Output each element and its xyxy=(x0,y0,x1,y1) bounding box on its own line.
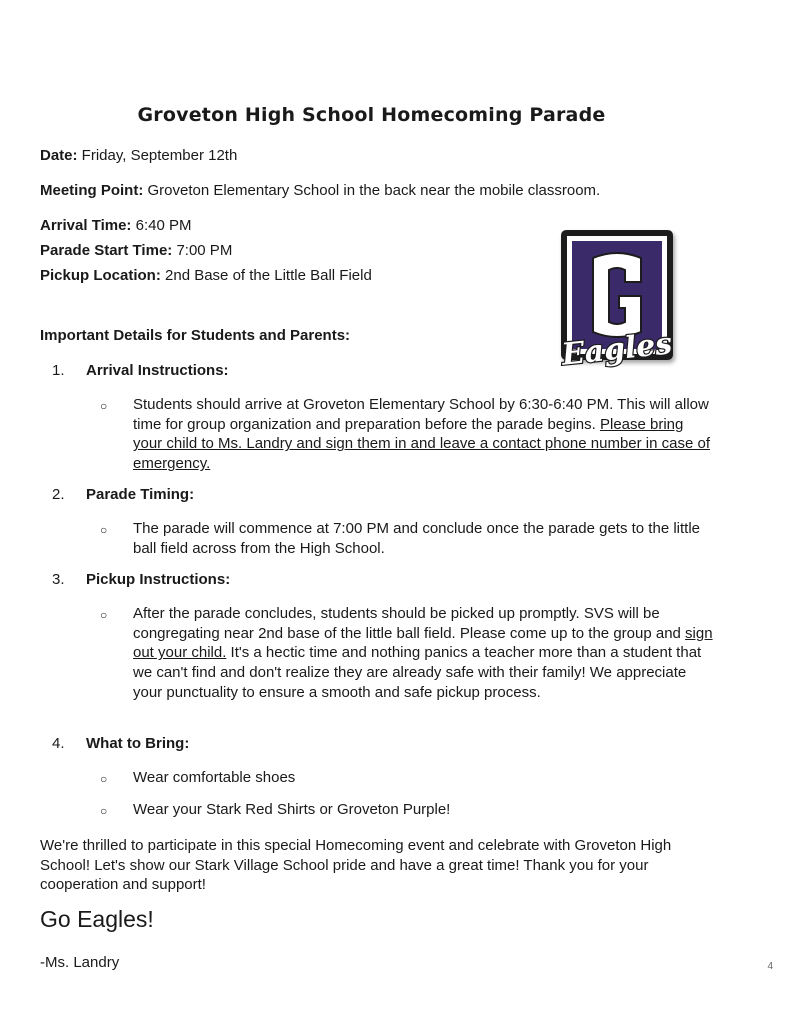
parade-start-line xyxy=(40,242,232,259)
page-number: 4 xyxy=(767,961,773,972)
bullet-text: The parade will commence at 7:00 PM and conclude once the parade gets to the little ball field across from the High School. xyxy=(133,520,701,557)
bullet-text-underlined: sign out your child. xyxy=(133,624,713,662)
pickup-location-label: Pickup Location: xyxy=(40,267,161,284)
go-eagles-text: Go Eagles! xyxy=(40,906,154,932)
meeting-point-value: Groveton Elementary School in the back near the mobile classroom. xyxy=(143,182,601,199)
date-label: Date: xyxy=(40,147,78,164)
section-heading: What to Bring: xyxy=(86,735,190,752)
bullet-text xyxy=(133,604,713,703)
bullet-text: Wear your Stark Red Shirts or Groveton Purple! xyxy=(133,801,451,818)
section-number: 4. xyxy=(52,735,65,752)
section-heading: Arrival Instructions: xyxy=(86,362,229,379)
meeting-point-line xyxy=(40,182,600,199)
section-number: 2. xyxy=(52,486,65,503)
closing-paragraph: We're thrilled to participate in this special Homecoming event and celebrate with Groveton High School! Let's show our Stark Village School pride and have a great time! Thank you for your cooperation and support! xyxy=(40,837,672,894)
bullet-icon: ○ xyxy=(100,523,108,537)
section-heading: Pickup Instructions: xyxy=(86,571,231,588)
bullet-icon: ○ xyxy=(100,399,108,413)
pickup-location-value: 2nd Base of the Little Ball Field xyxy=(160,267,372,284)
bullet-text: Wear comfortable shoes xyxy=(133,769,296,786)
page-title: Groveton High School Homecoming Parade xyxy=(137,104,606,126)
eagles-logo xyxy=(553,226,681,376)
bullet-text-underlined: Please bring your child to Ms. Landry and sign them in and leave a contact phone number in case of emergency. xyxy=(133,415,711,473)
bullet-icon: ○ xyxy=(100,804,108,818)
bullet-icon: ○ xyxy=(100,608,108,622)
date-line xyxy=(40,147,237,164)
bullet-icon: ○ xyxy=(100,772,108,786)
section-number: 3. xyxy=(52,571,65,588)
arrival-time-value: 6:40 PM xyxy=(131,217,192,234)
parade-start-label: Parade Start Time: xyxy=(40,242,173,259)
parade-start-value: 7:00 PM xyxy=(172,242,233,259)
bullet-text xyxy=(133,395,713,474)
section-heading: Parade Timing: xyxy=(86,486,195,503)
date-value: Friday, September 12th xyxy=(77,147,238,164)
logo-script-text: Eagles xyxy=(560,326,674,373)
signature: -Ms. Landry xyxy=(40,954,120,971)
section-number: 1. xyxy=(52,362,65,379)
arrival-time-line xyxy=(40,217,191,234)
arrival-time-label: Arrival Time: xyxy=(40,217,132,234)
bullet-text-plain: After the parade concludes, students should be picked up promptly. SVS will be congregating near 2nd base of the little ball field. Please come up to the group and xyxy=(133,605,686,642)
details-heading: Important Details for Students and Parents: xyxy=(40,327,351,344)
bullet-text-plain: It's a hectic time and nothing panics a teacher more than a student that we can't find and don't realize they are already safe with their family! We appreciate your punctuality to ensure a smooth and safe pickup process. xyxy=(133,644,702,701)
pickup-location-line xyxy=(40,267,372,284)
bullet-text-plain: Students should arrive at Groveton Elementary School by 6:30-6:40 PM. This will allow time for group organization and preparation before the parade begins. xyxy=(133,396,709,433)
meeting-point-label: Meeting Point: xyxy=(40,182,144,199)
